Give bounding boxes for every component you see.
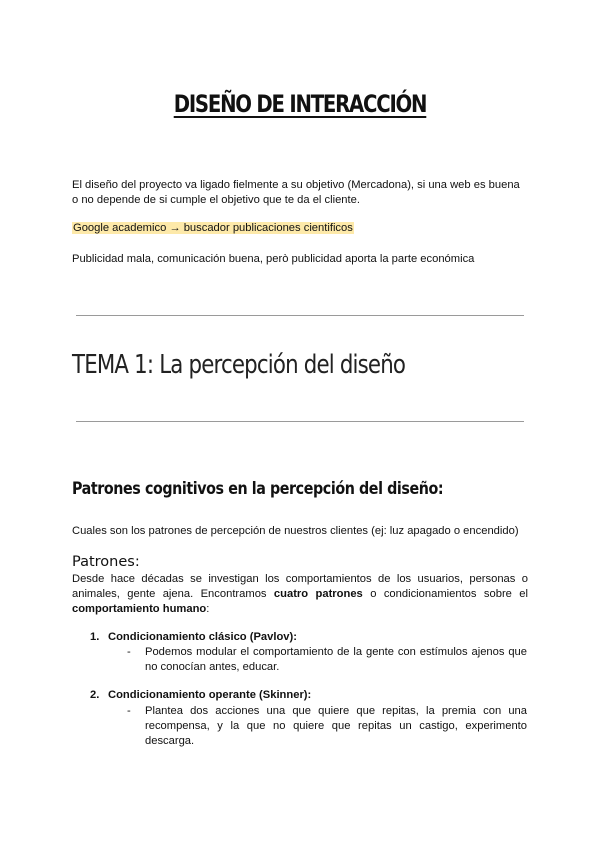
patterns-paragraph [72,572,528,617]
patterns-bold-1: cuatro patrones [273,588,363,600]
horizontal-rule-top [76,315,524,316]
horizontal-rule-bottom [76,421,524,422]
question-paragraph: Cuales son los patrones de percepción de nuestros clientes (ej: luz apagado o encendido) [72,525,519,537]
list-item-detail-text: Plantea dos acciones una que quiere que repitas, la premia con una recompensa, y la que no quiere que repitas un castigo, experimento descarga. [145,705,527,747]
highlight-line [72,221,528,236]
intro-paragraph: El diseño del proyecto va ligado fielmente a su objetivo (Mercadona), si una web es buena o no depende de si cumple el objetivo que te da el cliente. [72,179,520,206]
list-item-number: 1. [90,631,100,643]
patterns-text-2: o condicionamientos sobre el [362,588,529,600]
section-heading: TEMA 1: La percepción del diseño [72,350,406,380]
dash-bullet: - [127,646,131,658]
dash-bullet: - [127,705,131,717]
list-item-detail-text: Podemos modular el comportamiento de la gente con estímulos ajenos que no conocían antes, educar. [145,646,527,673]
patterns-text-3: : [206,603,210,615]
patterns-heading: Patrones: [72,554,140,570]
highlighted-note: Google academico → buscador publicaciones cientificos [73,222,353,234]
list-item [90,688,530,703]
list-item-detail [127,645,527,675]
document-title: DISEÑO DE INTERACCIÓN [173,90,427,118]
list-item-number: 2. [90,689,100,701]
list-item-detail [127,704,527,749]
list-item-heading: Condicionamiento operante (Skinner): [108,689,312,701]
patterns-bold-2: comportamiento humano [72,603,207,615]
subsection-heading: Patrones cognitivos en la percepción del diseño: [72,479,444,499]
publicity-paragraph: Publicidad mala, comunicación buena, però publicidad aporta la parte económica [72,253,475,265]
patterns-text-1: Desde hace décadas se investigan los comportamientos de los usuarios, personas o animales, gente ajena. Encontramos [72,573,528,600]
list-item-heading: Condicionamiento clásico (Pavlov): [108,631,297,643]
list-item [90,630,530,645]
